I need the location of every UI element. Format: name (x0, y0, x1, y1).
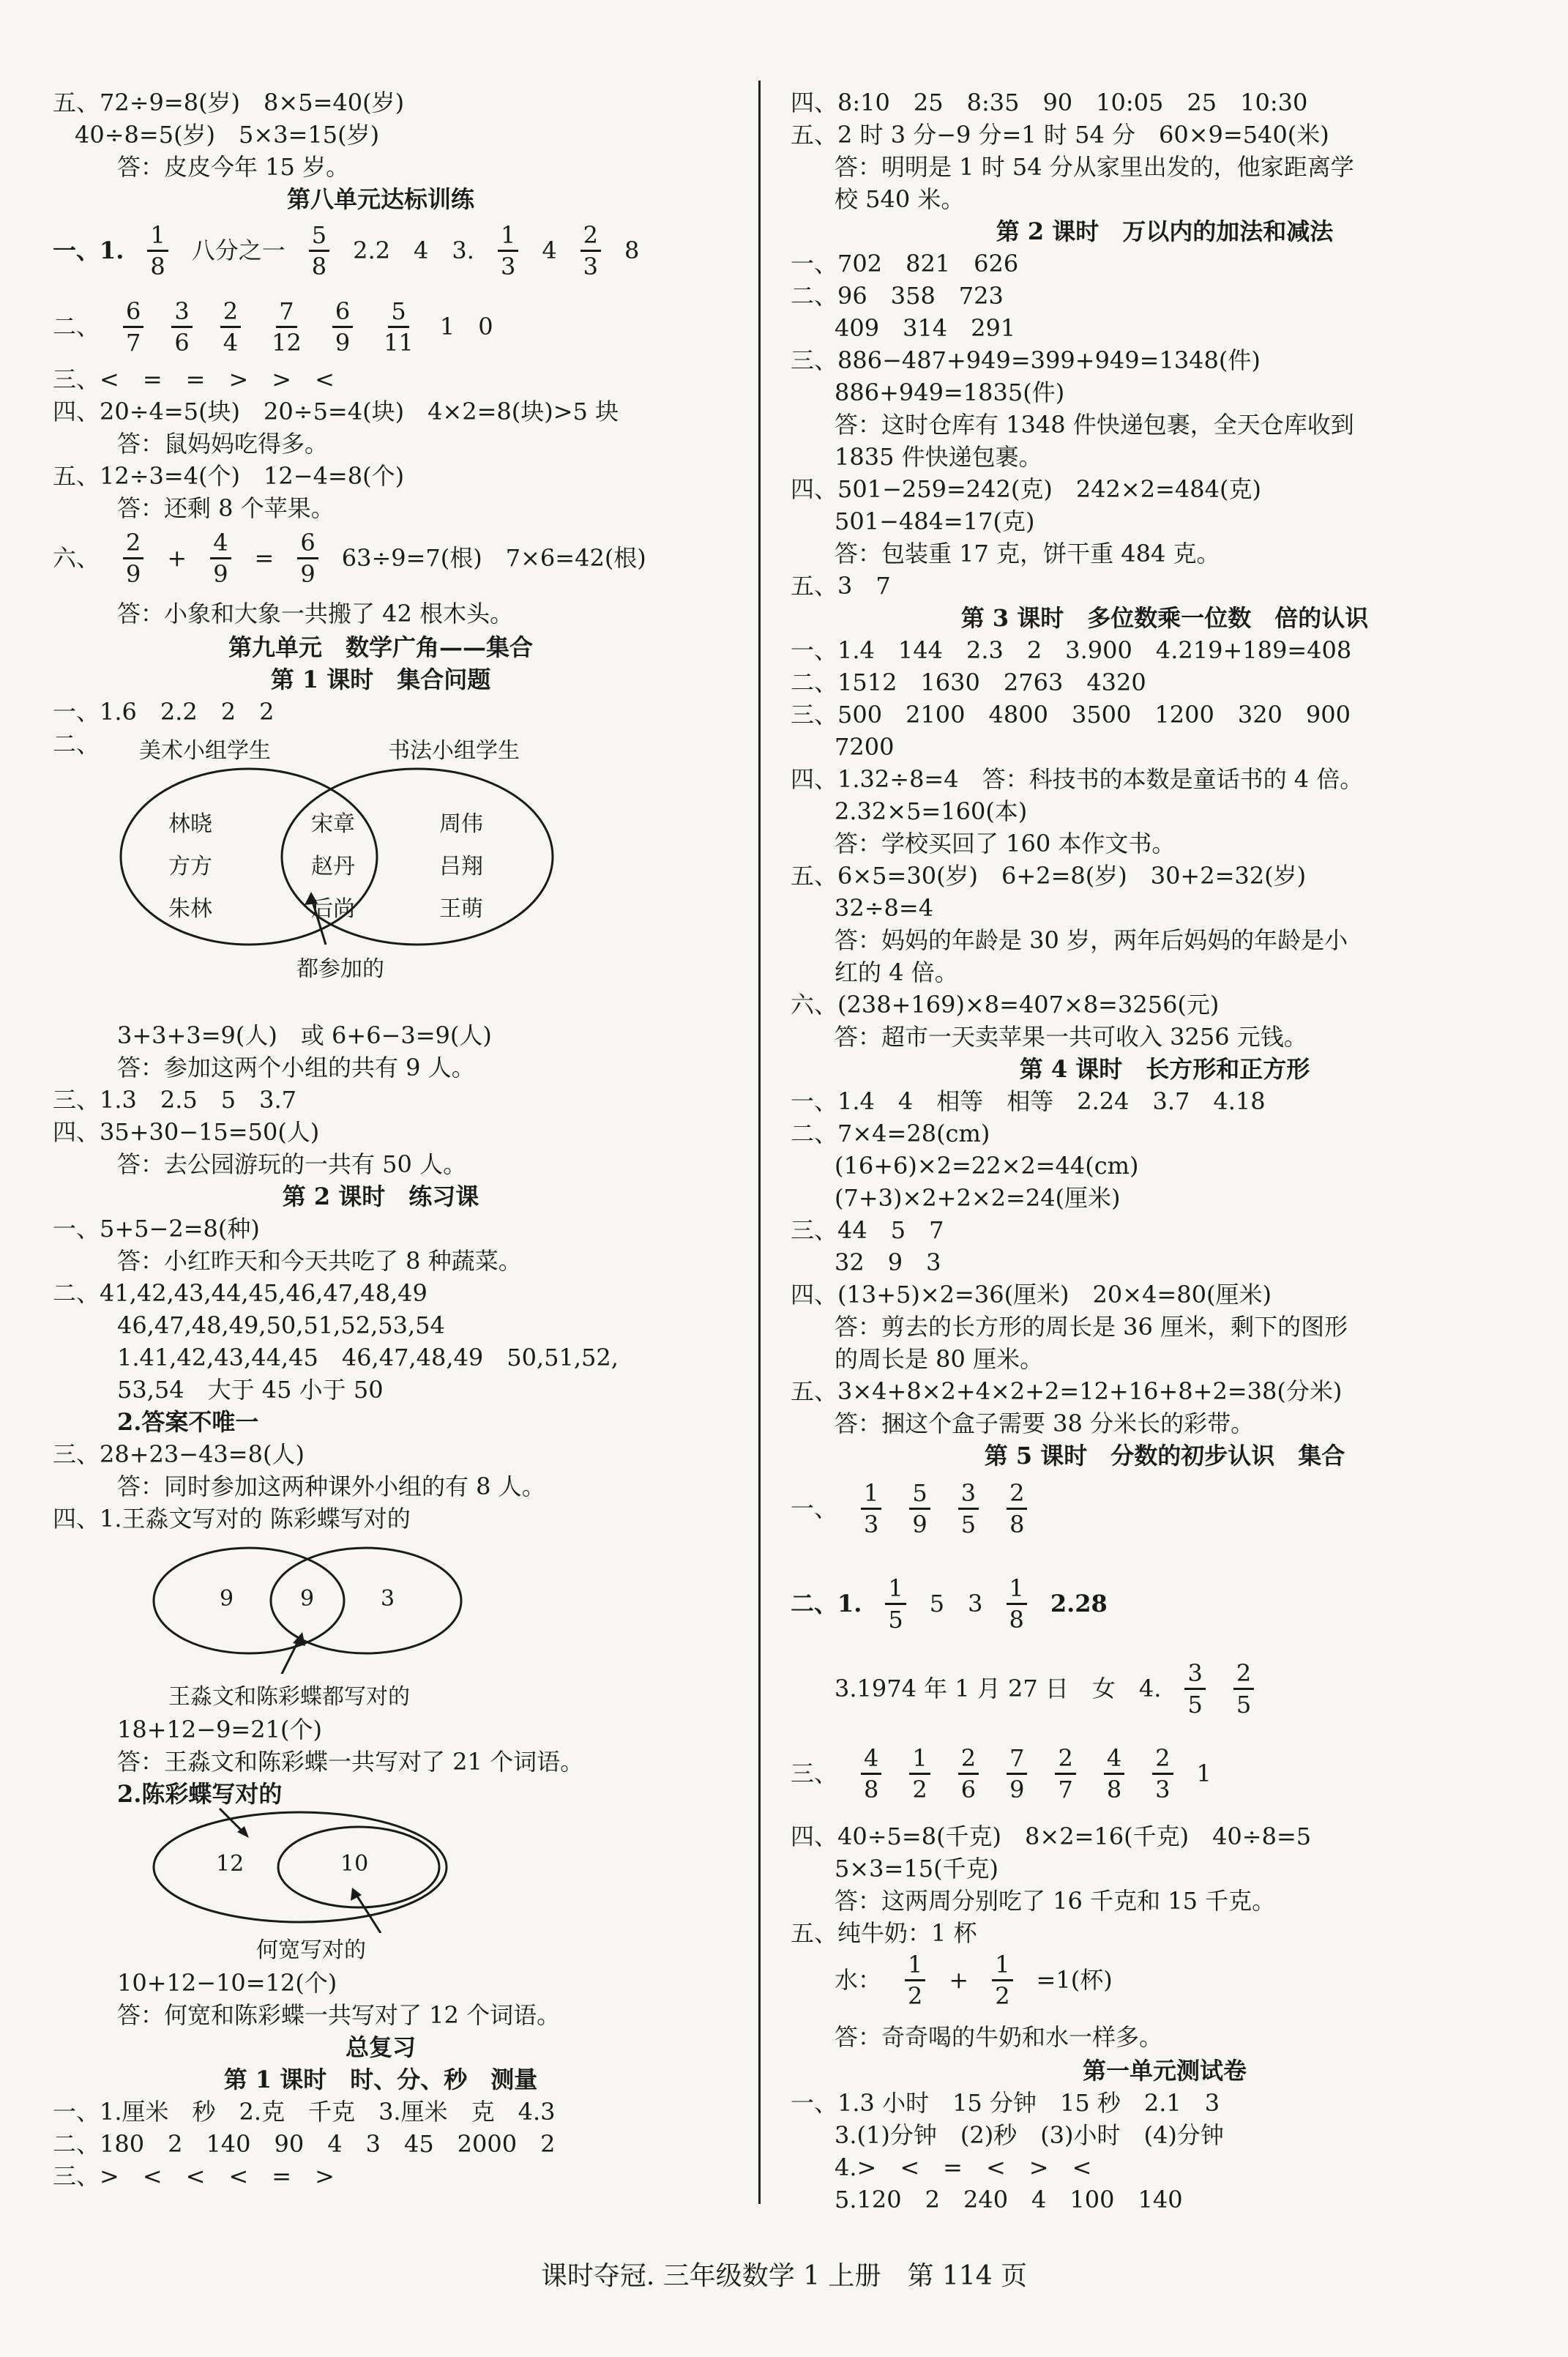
venn-item: 周伟 (439, 811, 483, 837)
venn-right-title: 书法小组学生 (388, 738, 520, 764)
answer-line: 一、1.3 小时 15 分钟 15 秒 2.1 3 (791, 2089, 1220, 2117)
lesson-title: 第 4 课时 长方形和正方形 (1019, 1055, 1310, 1083)
answer-line: 四、1.王淼文写对的 陈彩蝶写对的 (53, 1505, 411, 1533)
answer-line: 53,54 大于 45 小于 50 (117, 1376, 384, 1404)
answer-line: 四、501−259=242(克) 242×2=484(克) (791, 475, 1261, 503)
lesson-title: 第 5 课时 分数的初步认识 集合 (984, 1442, 1345, 1470)
answer-line: 答：还剩 8 个苹果。 (117, 494, 335, 522)
venn-value: 9 (220, 1586, 234, 1612)
answer-line: 答：鼠妈妈吃得多。 (117, 430, 329, 458)
answer-line: 一、1.4 4 相等 相等 2.24 3.7 4.18 (791, 1087, 1266, 1115)
page-footer: 课时夺冠. 三年级数学 1 上册 第 114 页 (540, 2261, 1028, 2291)
answer-line: 二、 (53, 730, 100, 758)
venn-value: 10 (340, 1851, 369, 1877)
answer-line: 答：剪去的长方形的周长是 36 厘米，剩下的图形 (835, 1313, 1348, 1341)
answer-line: 五、3 7 (791, 572, 891, 600)
answer-line: 三、500 2100 4800 3500 1200 320 900 (791, 701, 1351, 729)
answer-line: 的周长是 80 厘米。 (835, 1345, 1044, 1373)
venn-caption: 何宽写对的 (256, 1937, 366, 1963)
answer-line: 二、1512 1630 2763 4320 (791, 669, 1146, 696)
answer-line: 一、702 821 626 (791, 250, 1019, 278)
answer-line: 一、1.厘米 秒 2.克 千克 3.厘米 克 4.3 (53, 2098, 556, 2126)
answer-line: 2.答案不唯一 (117, 1408, 259, 1436)
answer-line: 五、3×4+8×2+4×2+2=12+16+8+2=38(分米) (791, 1377, 1343, 1405)
answer-line: 答：妈妈的年龄是 30 岁，两年后妈妈的年龄是小 (835, 926, 1348, 954)
answer-line: 46,47,48,49,50,51,52,53,54 (117, 1311, 445, 1339)
answer-line: 答：这时仓库有 1348 件快递包裹，全天仓库收到 (835, 411, 1354, 439)
answer-line: 5.120 2 240 4 100 140 (835, 2186, 1183, 2213)
lesson-title: 第 1 课时 集合问题 (270, 666, 491, 693)
answer-line: 40÷8=5(岁) 5×3=15(岁) (75, 121, 380, 149)
answer-line: 四、1.32÷8=4 答：科技书的本数是童话书的 4 倍。 (791, 765, 1364, 793)
answer-line: 答：去公园游玩的一共有 50 人。 (117, 1150, 467, 1178)
column-divider (758, 81, 761, 2204)
answer-line: 答：这两周分别吃了 16 千克和 15 千克。 (835, 1887, 1276, 1915)
venn-arrow-label: 都参加的 (296, 956, 384, 982)
answer-line: 答：奇奇喝的牛奶和水一样多。 (835, 2023, 1163, 2051)
answer-line: 二、41,42,43,44,45,46,47,48,49 (53, 1279, 428, 1307)
answer-line: 1835 件快递包裹。 (835, 443, 1042, 471)
answer-line: 三、28+23−43=8(人) (53, 1440, 305, 1468)
answer-line: 答：小象和大象一共搬了 42 根木头。 (117, 600, 514, 628)
answer-line: 五、72÷9=8(岁) 8×5=40(岁) (53, 89, 405, 116)
venn-item: 宋章 (311, 811, 355, 837)
answer-line: 答：学校买回了 160 本作文书。 (835, 830, 1176, 857)
venn-caption: 王淼文和陈彩蝶都写对的 (168, 1684, 410, 1710)
answer-line: 三、44 5 7 (791, 1216, 944, 1244)
fraction-line: 二、 $\frac{6}{7}$ $\frac{3}{6}$ $\frac{2}{4}$ $\frac{7}{12}$ $\frac{6}{9}$ $\frac{5}{11}$ 1 0 (53, 297, 493, 357)
answer-line: 答：参加这两个小组的共有 9 人。 (117, 1054, 475, 1081)
venn-diagram-art-calligraphy (110, 732, 622, 996)
answer-line: 2.32×5=160(本) (835, 797, 1028, 825)
section-title: 第八单元达标训练 (286, 185, 474, 213)
answer-line: 1.41,42,43,44,45 46,47,48,49 50,51,52, (117, 1344, 619, 1371)
answer-line: 三、> < < < = > (53, 2162, 335, 2190)
venn-value: 9 (300, 1586, 315, 1612)
answer-line: 二、180 2 140 90 4 3 45 2000 2 (53, 2130, 556, 2158)
venn-item: 朱林 (168, 896, 212, 922)
answer-line: 答：包装重 17 克，饼干重 484 克。 (835, 540, 1220, 567)
answer-line: 答：同时参加这两种课外小组的有 8 人。 (117, 1472, 545, 1500)
answer-line: 答：明明是 1 时 54 分从家里出发的，他家距离学 (835, 153, 1354, 181)
answer-line: 3+3+3=9(人) 或 6+6−3=9(人) (117, 1021, 492, 1049)
answer-line: 四、(13+5)×2=36(厘米) 20×4=80(厘米) (791, 1281, 1272, 1308)
fraction-line: 三、 $\frac{4}{8}$ $\frac{1}{2}$ $\frac{2}{6}$ $\frac{7}{9}$ $\frac{2}{7}$ $\frac{4}{8}$ $\frac{2}{3}$ 1 (791, 1743, 1212, 1803)
lesson-title: 第 3 课时 多位数乘一位数 倍的认识 (960, 604, 1369, 632)
answer-line: 32 9 3 (835, 1248, 941, 1276)
venn-item: 吕翔 (439, 854, 483, 879)
answer-line: 32÷8=4 (835, 894, 934, 922)
fraction-line: 水： $\frac{1}{2}$ + $\frac{1}{2}$ =1(杯) (835, 1950, 1113, 2010)
answer-line: 501−484=17(克) (835, 507, 1035, 535)
answer-line: 三、886−487+949=399+949=1348(件) (791, 346, 1261, 374)
answer-line: 二、96 358 723 (791, 282, 1004, 310)
answer-line: 4.> < = < > < (835, 2153, 1092, 2181)
answer-line: 校 540 米。 (835, 185, 965, 213)
answer-line: 四、35+30−15=50(人) (53, 1118, 320, 1146)
answer-line: 一、5+5−2=8(种) (53, 1215, 260, 1243)
answer-line: 答：何宽和陈彩蝶一共写对了 12 个词语。 (117, 2001, 561, 2029)
venn-value: 3 (381, 1586, 395, 1612)
answer-line: 二、7×4=28(cm) (791, 1120, 990, 1147)
lesson-title: 第 1 课时 时、分、秒 测量 (223, 2066, 538, 2093)
venn-item: 王萌 (439, 896, 483, 922)
answer-line: 答：王淼文和陈彩蝶一共写对了 21 个词语。 (117, 1748, 584, 1776)
answer-line: 红的 4 倍。 (835, 958, 958, 986)
answer-line: (16+6)×2=22×2=44(cm) (835, 1152, 1139, 1180)
answer-line: 2.陈彩蝶写对的 (117, 1780, 283, 1808)
venn-item: 后尚 (311, 896, 355, 922)
answer-line: 五、12÷3=4(个) 12−4=8(个) (53, 462, 405, 490)
answer-line: 答：超市一天卖苹果一共可收入 3256 元钱。 (835, 1023, 1307, 1051)
venn-diagram-nested (146, 1801, 483, 1933)
answer-line: 10+12−10=12(个) (117, 1969, 337, 1997)
section-title: 第一单元测试卷 (1082, 2057, 1247, 2085)
venn-diagram-two-writers (146, 1535, 483, 1674)
answer-line: 三、1.3 2.5 5 3.7 (53, 1086, 297, 1114)
answer-line: 一、1.6 2.2 2 2 (53, 698, 275, 726)
answer-line: 答：捆这个盒子需要 38 分米长的彩带。 (835, 1410, 1255, 1437)
answer-line: 409 314 291 (835, 314, 1016, 342)
answer-line: 四、40÷5=8(千克) 8×2=16(千克) 40÷8=5 (791, 1822, 1312, 1850)
lesson-title: 第 2 课时 万以内的加法和减法 (996, 217, 1334, 245)
answer-line: 7200 (835, 733, 895, 761)
fraction-line: 一、1. $\frac{1}{8}$ 八分之一 $\frac{5}{8}$ 2.2 4 3. $\frac{1}{3}$ 4 $\frac{2}{3}$ 8 (53, 220, 640, 280)
answer-line: 一、1.4 144 2.3 2 3.900 4.219+189=408 (791, 636, 1352, 664)
answer-line: 886+949=1835(件) (835, 379, 1065, 406)
answer-line: 五、2 时 3 分−9 分=1 时 54 分 60×9=540(米) (791, 121, 1329, 149)
venn-item: 方方 (168, 854, 212, 879)
answer-line: 答：皮皮今年 15 岁。 (117, 153, 350, 181)
answer-line: 18+12−9=21(个) (117, 1716, 322, 1743)
fraction-line: 3.1974 年 1 月 27 日 女 4. $\frac{3}{5}$ $\frac{2}{5}$ (835, 1652, 1258, 1725)
answer-line: (7+3)×2+2×2=24(厘米) (835, 1184, 1121, 1212)
answer-line: 四、8:10 25 8:35 90 10:05 25 10:30 (791, 89, 1308, 116)
lesson-title: 第 2 课时 练习课 (282, 1183, 479, 1210)
venn-item: 赵丹 (311, 854, 355, 879)
fraction-line: 二、1. $\frac{1}{5}$ 5 3 $\frac{1}{8}$ 2.28 (791, 1574, 1108, 1634)
section-title: 第九单元 数学广角——集合 (228, 633, 533, 661)
answer-line: 三、< = = > > < (53, 365, 335, 393)
section-title: 总复习 (345, 2033, 416, 2061)
fraction-line: 一、 $\frac{1}{3}$ $\frac{5}{9}$ $\frac{3}{5}$ $\frac{2}{8}$ (791, 1472, 1031, 1545)
answer-line: 5×3=15(千克) (835, 1855, 999, 1883)
answer-line: 四、20÷4=5(块) 20÷5=4(块) 4×2=8(块)>5 块 (53, 398, 619, 425)
answer-line: 六、(238+169)×8=407×8=3256(元) (791, 991, 1220, 1019)
answer-line: 答：小红昨天和今天共吃了 8 种蔬菜。 (117, 1247, 522, 1275)
answer-line: 五、6×5=30(岁) 6+2=8(岁) 30+2=32(岁) (791, 862, 1307, 890)
venn-value: 12 (216, 1851, 244, 1877)
venn-item: 林晓 (168, 811, 212, 837)
answer-line: 五、纯牛奶：1 杯 (791, 1919, 977, 1947)
venn-left-title: 美术小组学生 (139, 738, 271, 764)
fraction-line: 六、 $\frac{2}{9}$ + $\frac{4}{9}$ = $\frac{6}{9}$ 63÷9=7(根) 7×6=42(根) (53, 528, 646, 588)
answer-line: 3.(1)分钟 (2)秒 (3)小时 (4)分钟 (835, 2121, 1224, 2149)
